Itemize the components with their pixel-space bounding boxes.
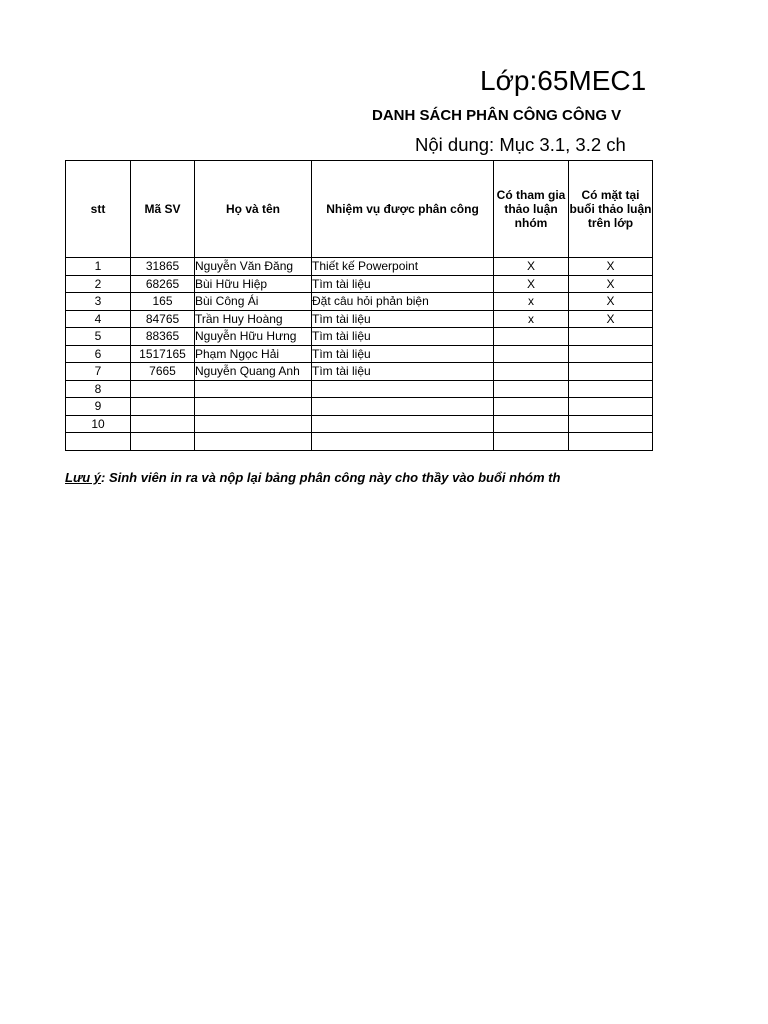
column-header-stt: stt <box>66 161 131 258</box>
note <box>65 469 768 487</box>
cell-stt: 7 <box>66 363 131 381</box>
note-label: Lưu ý <box>65 470 102 485</box>
cell-full-name <box>195 380 312 398</box>
list-title: DANH SÁCH PHÂN CÔNG CÔNG V <box>372 107 622 124</box>
cell-stt: 8 <box>66 380 131 398</box>
cell-discussion <box>494 380 569 398</box>
column-header-attendance: Có mặt tại buổi thảo luận trên lớp <box>569 161 653 258</box>
cell-task: Tìm tài liệu <box>312 310 494 328</box>
column-header-discussion: Có tham gia thảo luận nhóm <box>494 161 569 258</box>
cell-stt <box>66 433 131 451</box>
table-row <box>66 345 653 363</box>
cell-full-name: Bùi Công Ái <box>195 293 312 311</box>
cell-task: Tìm tài liệu <box>312 363 494 381</box>
table-row <box>66 275 653 293</box>
table-row <box>66 293 653 311</box>
note-text: : Sinh viên in ra và nộp lại bảng phân công này cho thầy vào buổi nhóm th <box>101 470 561 485</box>
cell-discussion: X <box>494 258 569 276</box>
table-row <box>66 415 653 433</box>
cell-student-id: 88365 <box>131 328 195 346</box>
table-row <box>66 258 653 276</box>
cell-discussion <box>494 328 569 346</box>
cell-full-name <box>195 415 312 433</box>
content-line: Nội dung: Mục 3.1, 3.2 ch <box>415 134 626 155</box>
cell-student-id: 68265 <box>131 275 195 293</box>
cell-stt: 3 <box>66 293 131 311</box>
cell-full-name <box>195 433 312 451</box>
cell-task: Tìm tài liệu <box>312 328 494 346</box>
table-row <box>66 310 653 328</box>
cell-attendance <box>569 415 653 433</box>
cell-attendance: X <box>569 258 653 276</box>
table-row <box>66 328 653 346</box>
cell-student-id <box>131 380 195 398</box>
column-header-task: Nhiệm vụ được phân công <box>312 161 494 258</box>
cell-full-name: Nguyễn Quang Anh <box>195 363 312 381</box>
cell-discussion <box>494 345 569 363</box>
cell-stt: 9 <box>66 398 131 416</box>
cell-attendance: X <box>569 310 653 328</box>
cell-task: Thiết kế Powerpoint <box>312 258 494 276</box>
cell-student-id: 31865 <box>131 258 195 276</box>
cell-student-id <box>131 433 195 451</box>
cell-full-name: Phạm Ngọc Hải <box>195 345 312 363</box>
cell-attendance <box>569 363 653 381</box>
cell-student-id <box>131 415 195 433</box>
cell-student-id <box>131 398 195 416</box>
cell-student-id: 165 <box>131 293 195 311</box>
cell-student-id: 84765 <box>131 310 195 328</box>
cell-discussion <box>494 398 569 416</box>
table-row <box>66 398 653 416</box>
cell-discussion: X <box>494 275 569 293</box>
column-header-student-id: Mã SV <box>131 161 195 258</box>
table-header-row <box>66 161 653 258</box>
cell-task: Đặt câu hỏi phản biện <box>312 293 494 311</box>
cell-task <box>312 380 494 398</box>
cell-stt: 10 <box>66 415 131 433</box>
cell-stt: 5 <box>66 328 131 346</box>
column-header-full-name: Họ và tên <box>195 161 312 258</box>
cell-stt: 1 <box>66 258 131 276</box>
cell-attendance: X <box>569 293 653 311</box>
cell-attendance <box>569 345 653 363</box>
cell-discussion <box>494 433 569 451</box>
cell-full-name: Bùi Hữu Hiệp <box>195 275 312 293</box>
cell-task <box>312 415 494 433</box>
table-body <box>66 258 653 451</box>
cell-attendance <box>569 328 653 346</box>
cell-attendance <box>569 433 653 451</box>
cell-discussion <box>494 363 569 381</box>
cell-stt: 4 <box>66 310 131 328</box>
cell-attendance <box>569 380 653 398</box>
cell-full-name: Nguyễn Hữu Hưng <box>195 328 312 346</box>
cell-student-id: 1517165 <box>131 345 195 363</box>
cell-student-id: 7665 <box>131 363 195 381</box>
table-row <box>66 363 653 381</box>
table-row <box>66 433 653 451</box>
cell-full-name <box>195 398 312 416</box>
cell-attendance <box>569 398 653 416</box>
cell-task <box>312 433 494 451</box>
cell-discussion: x <box>494 310 569 328</box>
cell-task: Tìm tài liệu <box>312 275 494 293</box>
cell-attendance: X <box>569 275 653 293</box>
cell-discussion <box>494 415 569 433</box>
cell-full-name: Trần Huy Hoàng <box>195 310 312 328</box>
cell-task: Tìm tài liệu <box>312 345 494 363</box>
cell-full-name: Nguyễn Văn Đăng <box>195 258 312 276</box>
class-title: Lớp:65MEC1 <box>480 65 647 96</box>
cell-stt: 2 <box>66 275 131 293</box>
cell-discussion: x <box>494 293 569 311</box>
assignment-table <box>65 160 653 451</box>
cell-task <box>312 398 494 416</box>
table-row <box>66 380 653 398</box>
cell-stt: 6 <box>66 345 131 363</box>
